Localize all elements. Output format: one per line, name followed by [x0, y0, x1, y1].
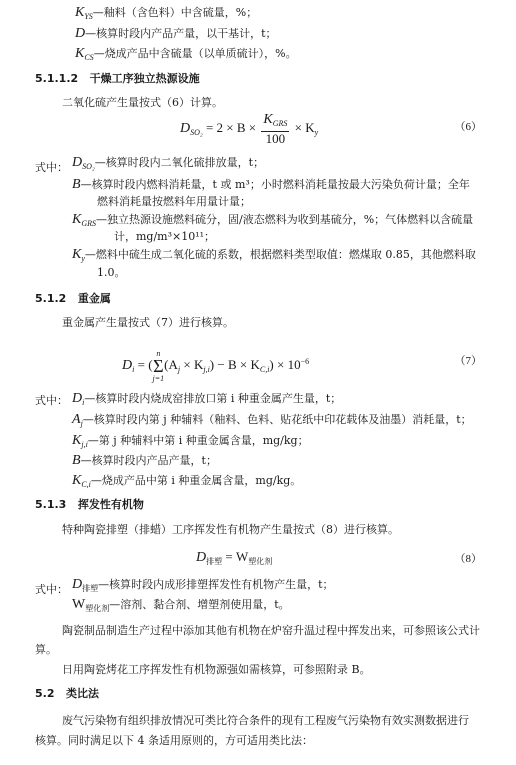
eq-mid: × K: [183, 357, 204, 372]
symbol: B: [72, 453, 81, 468]
frac-denominator: 100: [265, 131, 286, 146]
summation: [153, 349, 165, 383]
subscript: GRS: [81, 219, 97, 228]
section-title: 类比法: [66, 687, 99, 700]
sigma-icon: Σ: [153, 356, 164, 377]
def-di: [72, 392, 341, 410]
section-title: 重金属: [77, 292, 111, 305]
def-kci: [72, 474, 301, 492]
section-number: 5.1.2: [35, 292, 67, 305]
paragraph-so2-intro: 二氧化硫产生量按式（6）计算。: [62, 96, 223, 109]
section-heading-5-1-1-2: [35, 72, 200, 86]
eq-lhs-sub: i: [132, 365, 135, 374]
eq-body: (A: [164, 357, 178, 372]
definition-text: —核算时段内成形排塑挥发性有机物产生量，t；: [98, 578, 334, 591]
paragraph-5-2-b: 核算。同时满足以下 4 条适用原则的，方可适用类比法：: [35, 734, 313, 747]
definition-text: —釉料（含色料）中含硫量，%；: [92, 6, 258, 19]
definition-text: —核算时段内产品产量，以干基计，t；: [85, 27, 277, 40]
def-kgrs: [72, 213, 473, 231]
symbol: D: [72, 577, 83, 592]
def-b2: [72, 454, 217, 468]
symbol: K: [72, 433, 82, 448]
subscript: j,i: [81, 440, 88, 449]
eq-end: ) × 10: [269, 357, 301, 372]
subscript: CS: [84, 53, 94, 62]
eq-rhs-sub: 塑化剂: [248, 557, 273, 566]
definition-text: —核算时段内二氧化硫排放量，t；: [94, 156, 265, 169]
definition-text: —第 j 种辅料中第 i 种重金属含量，mg/kg；: [87, 434, 309, 447]
subscript: 排塑: [82, 584, 99, 593]
paragraph-hm-intro: 重金属产生量按式（7）进行核算。: [62, 316, 234, 329]
def-b-cont: 燃料消耗量按燃料年用量计量；: [97, 195, 251, 208]
section-title: 挥发性有机物: [77, 498, 144, 511]
definition-text: —核算时段内烧成窑排放口第 i 种重金属产生量，t；: [84, 392, 342, 405]
definition-text: —核算时段内第 j 种辅料（釉料、色料、贴花纸中印花载体及油墨）消耗量，t；: [82, 413, 472, 426]
definition-text: —烧成产品中含硫量（以单质硫计），%。: [93, 47, 297, 60]
def-b: [72, 178, 470, 192]
eq-lhs: D: [196, 550, 207, 565]
definition-text: —核算时段内燃料消耗量，t 或 m³；小时燃料消耗量按最大污染负荷计量；全年: [80, 178, 470, 191]
fraction: [261, 112, 289, 146]
frac-numerator-sub: GRS: [272, 119, 288, 128]
eq-rhs-post-sub: y: [314, 127, 319, 137]
paragraph-voc-2: 日用陶瓷烤花工序挥发性有机物源强如需核算，可参照附录 B。: [62, 663, 371, 676]
equation-6: [180, 112, 318, 148]
equation-number-6: （6）: [454, 121, 482, 133]
eq-rhs: = W: [225, 549, 249, 564]
subscript: YS: [84, 12, 93, 21]
section-number: 5.2: [35, 687, 55, 700]
section-number: 5.1.1.2: [35, 72, 79, 85]
where-label: 式中：: [35, 583, 68, 596]
definition-text: —独立热源设施燃料硫分，固/液态燃料为收到基硫分，%；气体燃料以含硫量: [96, 213, 474, 226]
eq-rhs-post: × K: [294, 119, 315, 135]
definition-text: —燃料中硫生成二氧化硫的系数，根据燃料类型取值：燃煤取 0.85，其他燃料取: [84, 248, 476, 261]
symbol: K: [72, 247, 82, 262]
subscript: C,i: [81, 480, 91, 489]
def-ky-cont: 1.0。: [97, 266, 126, 279]
def-d: [75, 27, 277, 41]
subscript: y: [81, 254, 85, 263]
eq-lhs-sub: 排塑: [206, 557, 223, 566]
def-kcs: [75, 47, 297, 65]
sum-lower: j=1: [152, 374, 165, 384]
symbol: D: [72, 391, 83, 406]
def-dpaisu: [72, 578, 334, 596]
eq-lhs-sub: SO₂: [190, 127, 203, 137]
sum-upper: n: [156, 349, 161, 359]
eq-tail: ) − B × K: [209, 357, 260, 372]
def-kji: [72, 434, 309, 452]
equation-number-8: （8）: [454, 553, 482, 565]
subscript: i: [82, 398, 85, 407]
paragraph-voc-1: 陶瓷制品制造生产过程中添加其他有机物在炉窑升温过程中挥发出来，可参照该公式计: [62, 624, 480, 637]
frac-numerator: K: [263, 112, 273, 127]
equation-8: [196, 550, 272, 569]
symbol: K: [72, 473, 82, 488]
eq-body-sub: j: [177, 365, 181, 374]
symbol: K: [75, 5, 85, 20]
eq-lhs: D: [122, 358, 133, 373]
def-ky: [72, 248, 476, 266]
subscript: 塑化剂: [85, 604, 110, 613]
equation-number-7: （7）: [454, 355, 482, 367]
def-kgrs-cont: 计，mg/m³×10¹¹；: [114, 230, 216, 243]
eq-mid-sub: j,i: [203, 365, 210, 374]
subscript: j: [80, 419, 83, 428]
eq-tail-sub: C,i: [259, 365, 270, 374]
where-label: 式中：: [35, 394, 68, 407]
subscript: SO₂: [82, 162, 95, 171]
paragraph-5-2-a: 废气污染物有组织排放情况可类比符合条件的现有工程废气污染物有效实测数据进行: [62, 714, 469, 727]
symbol: A: [72, 412, 81, 427]
def-kys: [75, 6, 257, 24]
section-heading-5-2: [35, 687, 99, 701]
symbol: D: [75, 26, 86, 41]
def-wsuhuaji: [72, 598, 290, 616]
equation-7: $D_i$ = ( n Σ j=1 $(A_j \times K_{j,i}) - B \times K_{C,i}) \times 10^{-6}$: [122, 349, 310, 384]
symbol: D: [72, 155, 83, 170]
section-heading-5-1-2: [35, 292, 111, 306]
definition-text: —溶剂、黏合剂、增塑剂使用量，t。: [109, 598, 290, 611]
definition-text: —烧成产品中第 i 种重金属含量，mg/kg。: [90, 474, 302, 487]
def-aj: [72, 413, 472, 431]
symbol: K: [75, 46, 85, 61]
eq-end-sup: −6: [300, 357, 310, 366]
definition-text: —核算时段内产品产量，t；: [80, 454, 217, 467]
paragraph-voc-1-cont: 算。: [35, 643, 57, 656]
section-title: 干燥工序独立热源设施: [89, 72, 200, 85]
def-dso2: [72, 156, 264, 174]
symbol: B: [72, 177, 81, 192]
symbol: K: [72, 212, 82, 227]
where-label: 式中：: [35, 161, 68, 174]
eq-rhs-pre: = 2 × B ×: [205, 119, 257, 135]
symbol: W: [72, 597, 86, 612]
paragraph-voc-intro: 特种陶瓷排塑（排蜡）工序挥发性有机物产生量按式（8）进行核算。: [62, 523, 399, 536]
section-number: 5.1.3: [35, 498, 67, 511]
eq-lhs: D: [180, 120, 191, 136]
section-heading-5-1-3: [35, 498, 144, 512]
